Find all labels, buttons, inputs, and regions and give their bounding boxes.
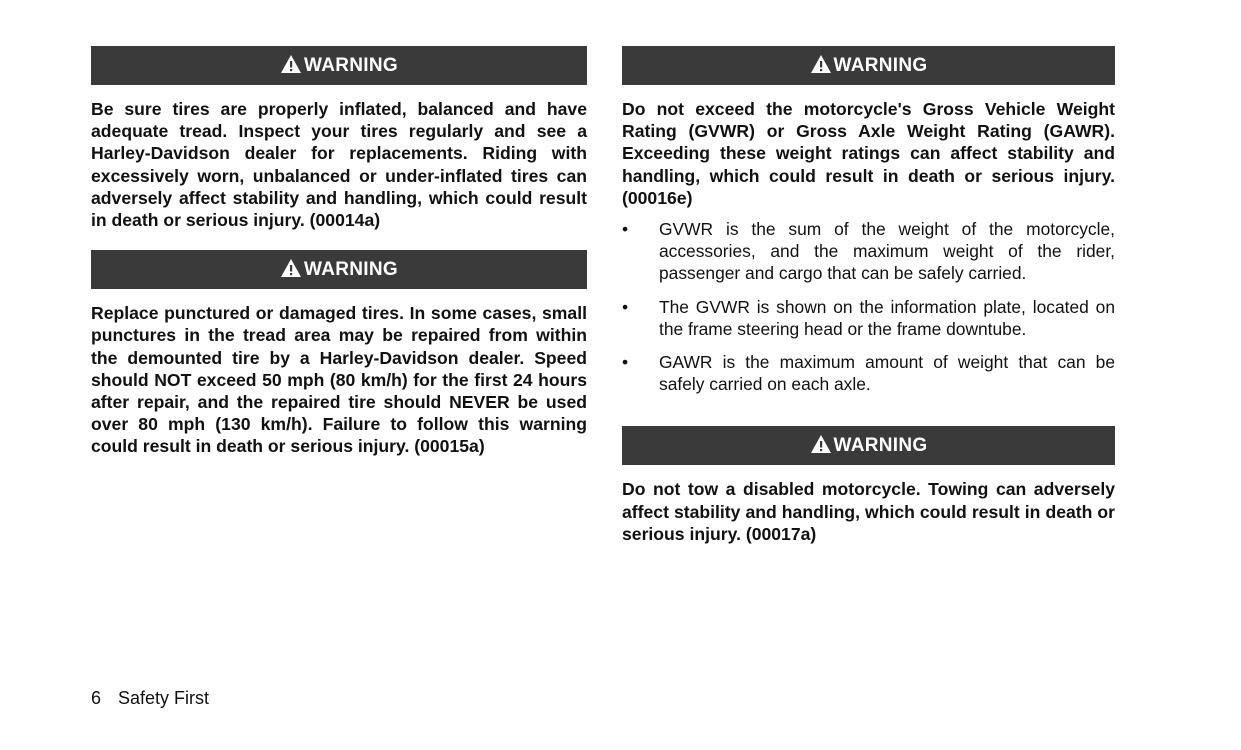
left-column <box>91 46 587 458</box>
warning-header-1 <box>91 46 587 85</box>
warning-header-3 <box>622 46 1115 85</box>
warning-text-weight-rating: Do not exceed the motorcycle's Gross Vehicle Weight Rating (GVWR) or Gross Axle Weight Rating (GAWR). Exceeding these weight ratings can affect stability and handling, which could result in death or serious injury. (00016e) <box>622 99 1115 208</box>
list-item <box>622 351 1115 395</box>
warning-label: WARNING <box>833 434 928 456</box>
list-item <box>622 218 1115 285</box>
bullet-marker: • <box>622 296 629 317</box>
warning-header-4 <box>622 426 1115 465</box>
right-column <box>622 46 1115 545</box>
warning-triangle-icon <box>810 434 832 454</box>
warning-triangle-icon <box>280 258 302 278</box>
bullet-text: GVWR is the sum of the weight of the motorcycle, accessories, and the maximum weight of the rider, passenger and cargo that can be safely carried. <box>659 219 1115 284</box>
weight-bullet-list <box>622 218 1115 395</box>
warning-triangle-icon <box>810 54 832 74</box>
page-footer <box>91 688 209 709</box>
warning-label: WARNING <box>304 258 398 280</box>
bullet-text: The GVWR is shown on the information plate, located on the frame steering head or the frame downtube. <box>659 296 1115 339</box>
warning-text-tires-inflation: Be sure tires are properly inflated, balanced and have adequate tread. Inspect your tires regularly and see a Harley-Davidson dealer for replacements. Riding with excessively worn, unbalanced or under-inflated tires can adversely affect stability and handling, which could result in death or serious injury. (00014a) <box>91 99 587 231</box>
warning-text-towing: Do not tow a disabled motorcycle. Towing can adversely affect stability and handling, which could result in death or serious injury. (00017a) <box>622 479 1115 544</box>
warning-label: WARNING <box>304 54 398 76</box>
bullet-marker: • <box>622 352 629 373</box>
page-number: 6 <box>91 688 102 708</box>
list-item <box>622 296 1115 340</box>
bullet-marker: • <box>622 219 629 240</box>
bullet-text: GAWR is the maximum amount of weight that can be safely carried on each axle. <box>659 352 1115 395</box>
warning-label: WARNING <box>833 54 928 76</box>
warning-header-2 <box>91 250 587 289</box>
warning-triangle-icon <box>280 54 302 74</box>
section-title: Safety First <box>118 688 210 708</box>
warning-text-punctured-tires: Replace punctured or damaged tires. In some cases, small punctures in the tread area may be repaired from within the demounted tire by a Harley-Davidson dealer. Speed should NOT exceed 50 mph (80 km/h) for the first 24 hours after repair, and the repaired tire should NEVER be used over 80 mph (130 km/h). Failure to follow this warning could result in death or serious injury. (00015a) <box>91 303 587 457</box>
